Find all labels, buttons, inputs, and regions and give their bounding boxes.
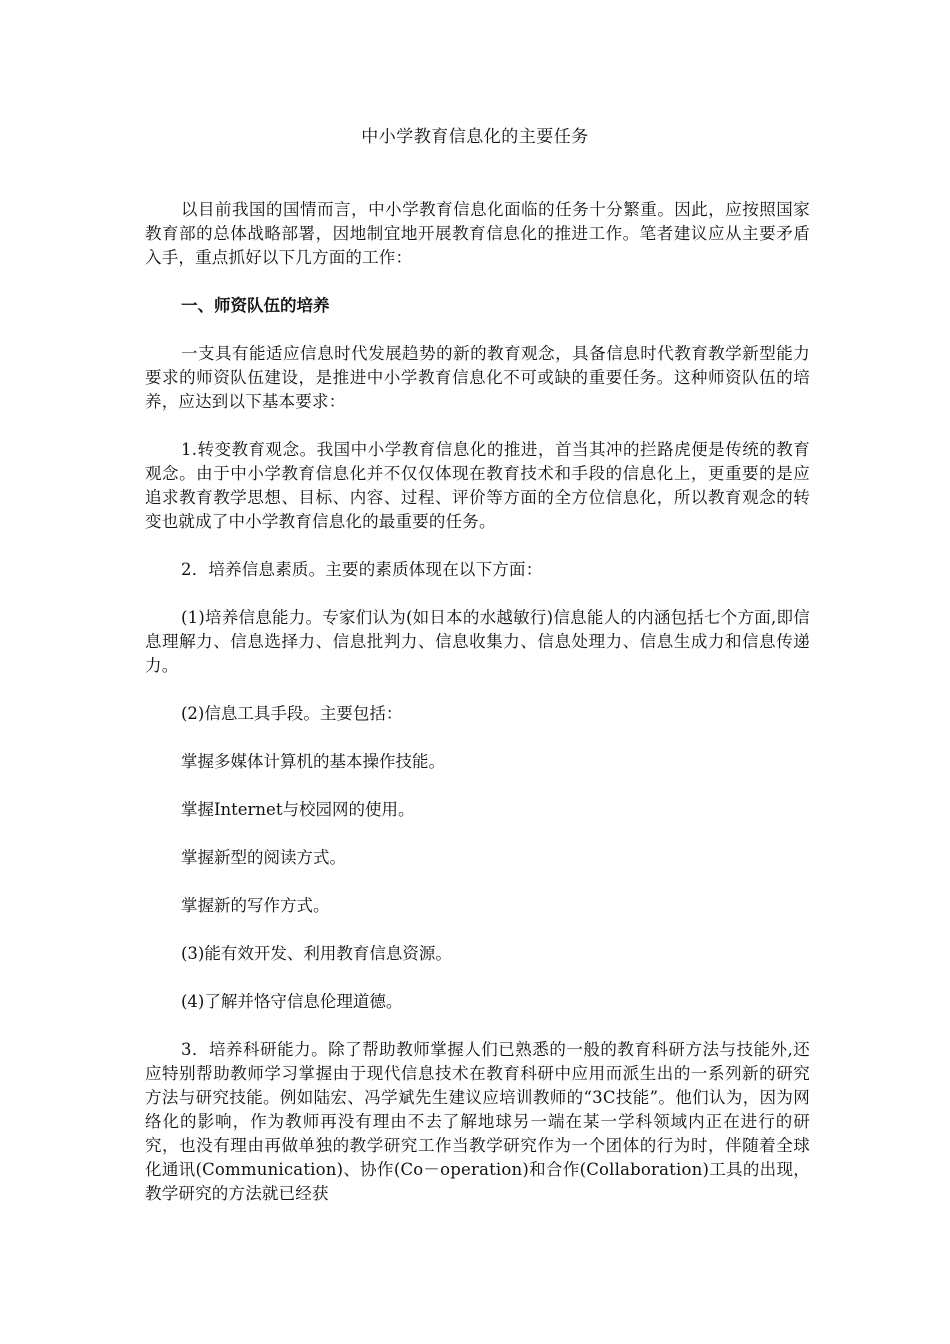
intro-paragraph: 以目前我国的国情而言，中小学教育信息化面临的任务十分繁重。因此，应按照国家教育部的总体战略部署，因地制宜地开展教育信息化的推进工作。笔者建议应从主要矛盾入手，重点抓好以下几方面的工作： — [145, 200, 810, 267]
item-research-ability: 3．培养科研能力。除了帮助教师掌握人们已熟悉的一般的教育科研方法与技能外,还应特别帮助教师学习掌握由于现代信息技术在教育科研中应用而派生出的一系列新的研究方法与研究技能。例如陆宏、冯学斌先生建议应培训教师的“3C技能”。他们认为，因为网络化的影响，作为教师再没有理由不去了解地球另一端在某一学科领域内正在进行的研究，也没有理由再做单独的教学研究工作当教学研究作为一个团体的行为时，伴随着全球化通讯(Communication)、协作(Co－operation)和合作(Collaboration)工具的出现，教学研究的方法就已经获 — [145, 1040, 810, 1203]
subitem-info-resources: (3)能有效开发、利用教育信息资源。 — [181, 944, 452, 963]
subitem-info-tools: (2)信息工具手段。主要包括： — [181, 704, 403, 723]
item-info-literacy: 2．培养信息素质。主要的素质体现在以下方面： — [181, 560, 543, 579]
section-heading-teacher-training: 一、师资队伍的培养 — [181, 296, 330, 315]
skill-new-writing: 掌握新的写作方式。 — [181, 896, 330, 915]
skill-new-reading: 掌握新型的阅读方式。 — [181, 848, 346, 867]
subitem-info-ethics: (4)了解并恪守信息伦理道德。 — [181, 992, 403, 1011]
item-change-concepts: 1.转变教育观念。我国中小学教育信息化的推进，首当其冲的拦路虎便是传统的教育观念。由于中小学教育信息化并不仅仅体现在教育技术和手段的信息化上，更重要的是应追求教育教学思想、目标、内容、过程、评价等方面的全方位信息化，所以教育观念的转变也就成了中小学教育信息化的最重要的任务。 — [145, 440, 810, 531]
subitem-info-ability: (1)培养信息能力。专家们认为(如日本的水越敏行)信息能人的内涵包括七个方面,即信息理解力、信息选择力、信息批判力、信息收集力、信息处理力、信息生成力和信息传递力。 — [145, 608, 810, 675]
skill-multimedia-computer: 掌握多媒体计算机的基本操作技能。 — [181, 752, 445, 771]
section-intro-paragraph: 一支具有能适应信息时代发展趋势的新的教育观念，具备信息时代教育教学新型能力要求的师资队伍建设，是推进中小学教育信息化不可或缺的重要任务。这种师资队伍的培养，应达到以下基本要求： — [145, 344, 810, 411]
skill-internet-campus-network: 掌握Internet与校园网的使用。 — [181, 800, 415, 819]
document-title: 中小学教育信息化的主要任务 — [361, 127, 589, 147]
